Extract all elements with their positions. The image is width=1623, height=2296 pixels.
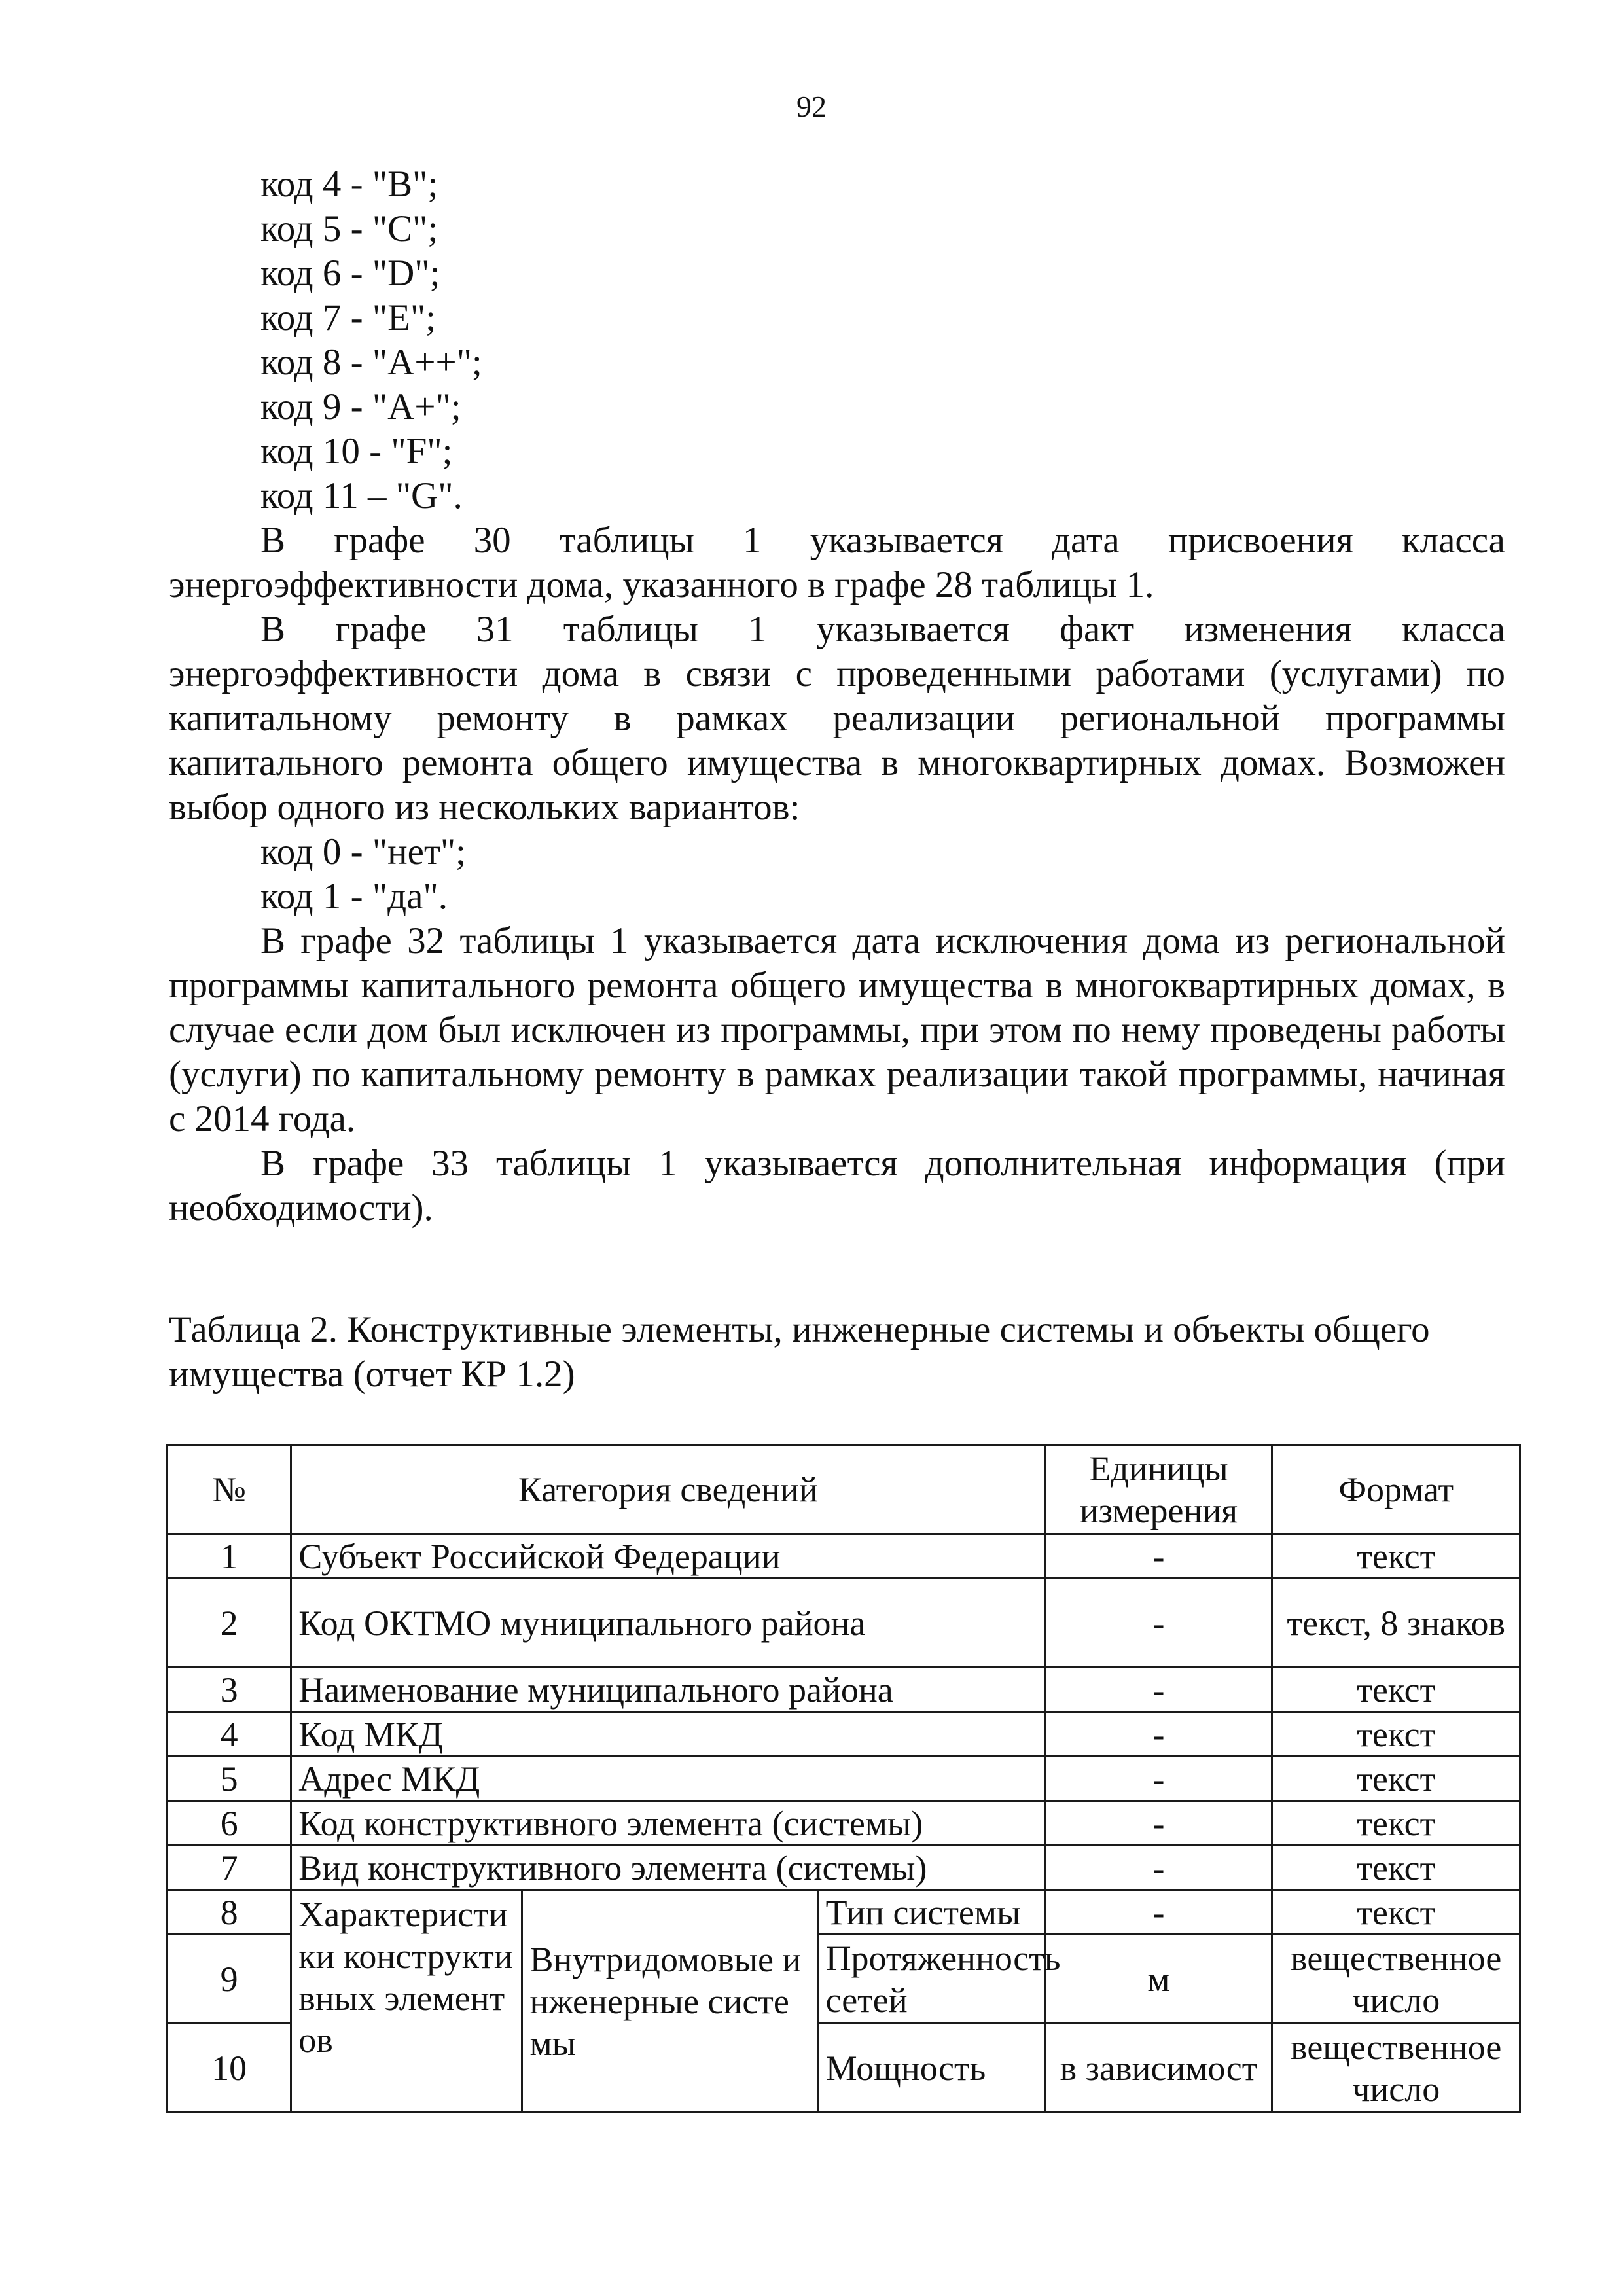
table-row — [168, 1757, 1520, 1801]
word: дата — [1052, 520, 1120, 561]
row-format: текст — [1272, 1890, 1520, 1935]
table-row — [168, 1668, 1520, 1712]
code-line: код 6 - "D"; — [260, 253, 440, 294]
code-line: код 0 - "нет"; — [260, 831, 466, 872]
group-level-2: Внутридомовые инженерные системы — [522, 1890, 818, 2113]
code-line: код 7 - "E"; — [260, 297, 437, 338]
header-format: Формат — [1272, 1445, 1520, 1534]
row-num: 3 — [168, 1668, 291, 1712]
table-row — [168, 1801, 1520, 1846]
row-units: - — [1045, 1890, 1272, 1935]
row-num: 7 — [168, 1846, 291, 1890]
word: В — [260, 520, 286, 561]
table-row — [168, 1534, 1520, 1579]
row-format: текст — [1272, 1712, 1520, 1757]
row-format: текст — [1272, 1668, 1520, 1712]
code-list-yes-no — [169, 830, 1505, 919]
row-units: - — [1045, 1712, 1272, 1757]
code-line: код 4 - "B"; — [260, 164, 438, 205]
row-category: Наименование муниципального района — [291, 1668, 1045, 1712]
paragraph-graph-33: В графе 33 таблицы 1 указывается дополнительная информация (при необходимости). — [169, 1143, 1505, 1229]
table-2 — [166, 1444, 1521, 2113]
row-format: текст — [1272, 1534, 1520, 1579]
row-category: Код конструктивного элемента (системы) — [291, 1801, 1045, 1846]
row-num: 4 — [168, 1712, 291, 1757]
paragraph-30-rest: энергоэффективности дома, указанного в графе 28 таблицы 1. — [169, 564, 1154, 605]
document-body — [169, 162, 1505, 1230]
header-units: Единицы измерения — [1045, 1445, 1272, 1534]
row-units: - — [1045, 1846, 1272, 1890]
row-format: вещественное число — [1272, 1935, 1520, 2024]
paragraph-graph-31: В графе 31 таблицы 1 указывается факт изменения класса энергоэффективности дома в связи с проведенными работами (услугами) по капитальному ремонту в рамках реализации региональной программы капитального ремонта общего имущества в многоквартирных домах. Возможен выбор одного из нескольких вариантов: — [169, 609, 1505, 828]
row-category: Тип системы — [818, 1890, 1045, 1935]
row-num: 10 — [168, 2024, 291, 2113]
header-category: Категория сведений — [291, 1445, 1045, 1534]
row-category: Код ОКТМО муниципального района — [291, 1579, 1045, 1668]
paragraph-30-first-line — [169, 518, 1505, 563]
row-category: Адрес МКД — [291, 1757, 1045, 1801]
row-num: 6 — [168, 1801, 291, 1846]
row-category: Протяженность сетей — [818, 1935, 1045, 2024]
word: класса — [1401, 520, 1505, 561]
row-units: - — [1045, 1757, 1272, 1801]
row-num: 9 — [168, 1935, 291, 2024]
row-category: Код МКД — [291, 1712, 1045, 1757]
row-format: текст, 8 знаков — [1272, 1579, 1520, 1668]
row-units: - — [1045, 1801, 1272, 1846]
row-units: - — [1045, 1534, 1272, 1579]
row-category: Субъект Российской Федерации — [291, 1534, 1045, 1579]
table-row — [168, 1890, 1520, 1935]
code-line: код 8 - "A++"; — [260, 342, 482, 383]
word: 1 — [743, 520, 762, 561]
code-line: код 5 - "C"; — [260, 208, 438, 249]
table-header-row — [168, 1445, 1520, 1534]
row-format: текст — [1272, 1801, 1520, 1846]
word: присвоения — [1168, 520, 1353, 561]
group-level-1: Характеристики конструктивных элементов — [291, 1890, 522, 2113]
word: таблицы — [559, 520, 694, 561]
row-units: в зависимост — [1045, 2024, 1272, 2113]
word: указывается — [810, 520, 1003, 561]
row-num: 5 — [168, 1757, 291, 1801]
word: 30 — [473, 520, 511, 561]
code-line: код 10 - "F"; — [260, 431, 453, 472]
table-row — [168, 1846, 1520, 1890]
table-row — [168, 1712, 1520, 1757]
row-format: текст — [1272, 1757, 1520, 1801]
table-row — [168, 1579, 1520, 1668]
code-line: код 1 - "да". — [260, 876, 448, 917]
table-2-caption: Таблица 2. Конструктивные элементы, инженерные системы и объекты общего имущества (отчет КР 1.2) — [169, 1309, 1430, 1395]
row-category: Вид конструктивного элемента (системы) — [291, 1846, 1045, 1890]
row-format: текст — [1272, 1846, 1520, 1890]
paragraph-graph-32: В графе 32 таблицы 1 указывается дата исключения дома из региональной программы капитального ремонта общего имущества в многоквартирных домах, в случае если дом был исключен из программы, при этом по нему проведены работы (услуги) по капитальному ремонту в рамках реализации такой программы, начиная с 2014 года. — [169, 920, 1505, 1139]
word: графе — [334, 520, 425, 561]
code-line: код 9 - "A+"; — [260, 386, 461, 427]
code-line: код 11 – "G". — [260, 475, 463, 516]
row-units: - — [1045, 1579, 1272, 1668]
row-num: 1 — [168, 1534, 291, 1579]
row-units: м — [1045, 1935, 1272, 2024]
row-num: 2 — [168, 1579, 291, 1668]
row-units: - — [1045, 1668, 1272, 1712]
row-format: вещественное число — [1272, 2024, 1520, 2113]
row-category: Мощность — [818, 2024, 1045, 2113]
page-number: 92 — [796, 90, 827, 123]
header-num: № — [168, 1445, 291, 1534]
row-num: 8 — [168, 1890, 291, 1935]
code-list-class — [169, 162, 1505, 518]
paragraph-graph-30 — [169, 518, 1505, 607]
